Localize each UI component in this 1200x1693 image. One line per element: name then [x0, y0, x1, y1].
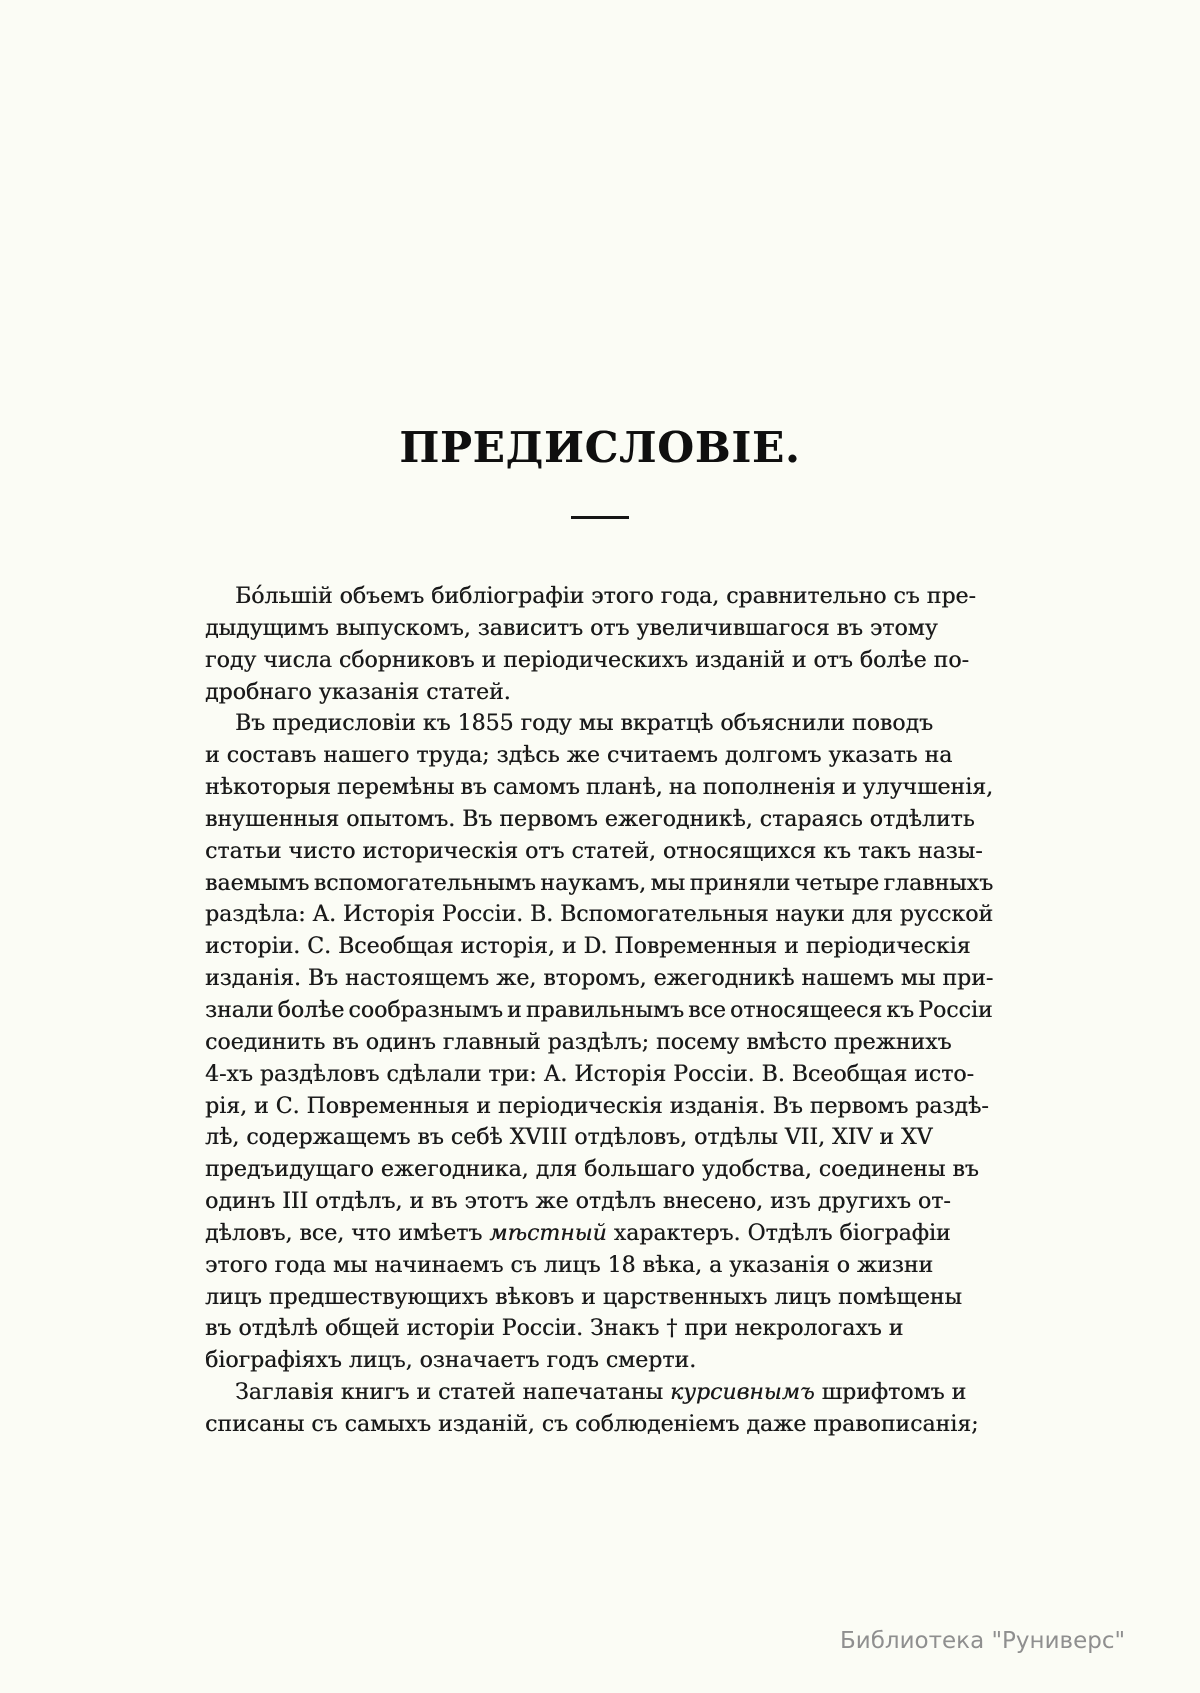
text-line: дробнаго указанія статей. — [205, 679, 511, 705]
text-line-with-italic — [205, 1218, 993, 1250]
text-line: біографіяхъ лицъ, означаетъ годъ смерти. — [205, 1348, 697, 1374]
text-line: въ отдѣлѣ общей исторіи Россіи. Знакъ † при некрологахъ и — [205, 1316, 904, 1342]
text-line: нѣкоторыя перемѣны въ самомъ планѣ, на пополненія и улучшенія, — [205, 775, 993, 801]
text-segment: шрифтомъ и — [814, 1380, 967, 1406]
text-line: статьи чисто историческія отъ статей, относящихся къ такъ назы- — [205, 838, 983, 864]
text-line: и составъ нашего труда; здѣсь же считаемъ долгомъ указать на — [205, 743, 953, 769]
text-line: соединить въ одинъ главный раздѣлъ; посему вмѣсто прежнихъ — [205, 1029, 952, 1055]
text-line: лицъ предшествующихъ вѣковъ и царственныхъ лицъ помѣщены — [205, 1284, 962, 1310]
text-line: списаны съ самыхъ изданій, съ соблюденіемъ даже правописанія; — [205, 1411, 979, 1437]
text-line-with-italic — [205, 1377, 993, 1409]
text-line: предъидущаго ежегодника, для большаго удобства, соединены въ — [205, 1157, 979, 1183]
text-line: Въ предисловіи къ 1855 году мы вкратцѣ объяснили поводъ — [235, 711, 933, 737]
text-line: изданія. Въ настоящемъ же, второмъ, ежегодникѣ нашемъ мы при- — [205, 966, 993, 992]
text-line: Бо́льшій объемъ библіографіи этого года, сравнительно съ пре- — [235, 584, 976, 609]
text-segment: дѣловъ, все, что имѣетъ — [205, 1220, 490, 1246]
text-line: рія, и С. Повременныя и періодическія изданія. Въ первомъ раздѣ- — [205, 1093, 989, 1119]
text-line: году числа сборниковъ и періодическихъ изданій и отъ болѣе по- — [205, 647, 969, 673]
text-line: этого года мы начинаемъ съ лицъ 18 вѣка, а указанія о жизни — [205, 1252, 934, 1278]
italic-term: курсивнымъ — [670, 1380, 815, 1406]
title-divider-rule — [571, 516, 629, 519]
text-line: внушенныя опытомъ. Въ первомъ ежегодникѣ, стараясь отдѣлить — [205, 806, 975, 832]
runivers-library-watermark: Библиотека "Руниверс" — [840, 1628, 1126, 1654]
text-line: дыдущимъ выпускомъ, зависитъ отъ увеличившагося въ этому — [205, 615, 938, 641]
text-line: исторіи. С. Всеобщая исторія, и D. Повременныя и періодическія — [205, 934, 971, 960]
text-line: 4-хъ раздѣловъ сдѣлали три: А. Исторія Россіи. В. Всеобщая исто- — [205, 1061, 974, 1087]
text-segment: Заглавія книгъ и статей напечатаны — [235, 1380, 671, 1406]
text-line: раздѣла: А. Исторія Россіи. В. Вспомогательныя науки для русской — [205, 902, 993, 928]
text-line: ваемымъ вспомогательнымъ наукамъ, мы приняли четыре главныхъ — [205, 870, 993, 896]
text-line: знали болѣе сообразнымъ и правильнымъ все относящееся къ Россіи — [205, 997, 993, 1023]
text-line: лѣ, содержащемъ въ себѣ XVIII отдѣловъ, отдѣлы VII, XIV и XV — [205, 1125, 933, 1151]
text-segment: характеръ. Отдѣлъ біографіи — [606, 1220, 951, 1246]
italic-term: мѣстный — [489, 1220, 607, 1246]
preface-text-block — [205, 581, 993, 1441]
text-line: одинъ III отдѣлъ, и въ этотъ же отдѣлъ внесено, изъ другихъ от- — [205, 1189, 951, 1215]
page-title: ПРЕДИСЛОВІЕ. — [399, 423, 801, 473]
